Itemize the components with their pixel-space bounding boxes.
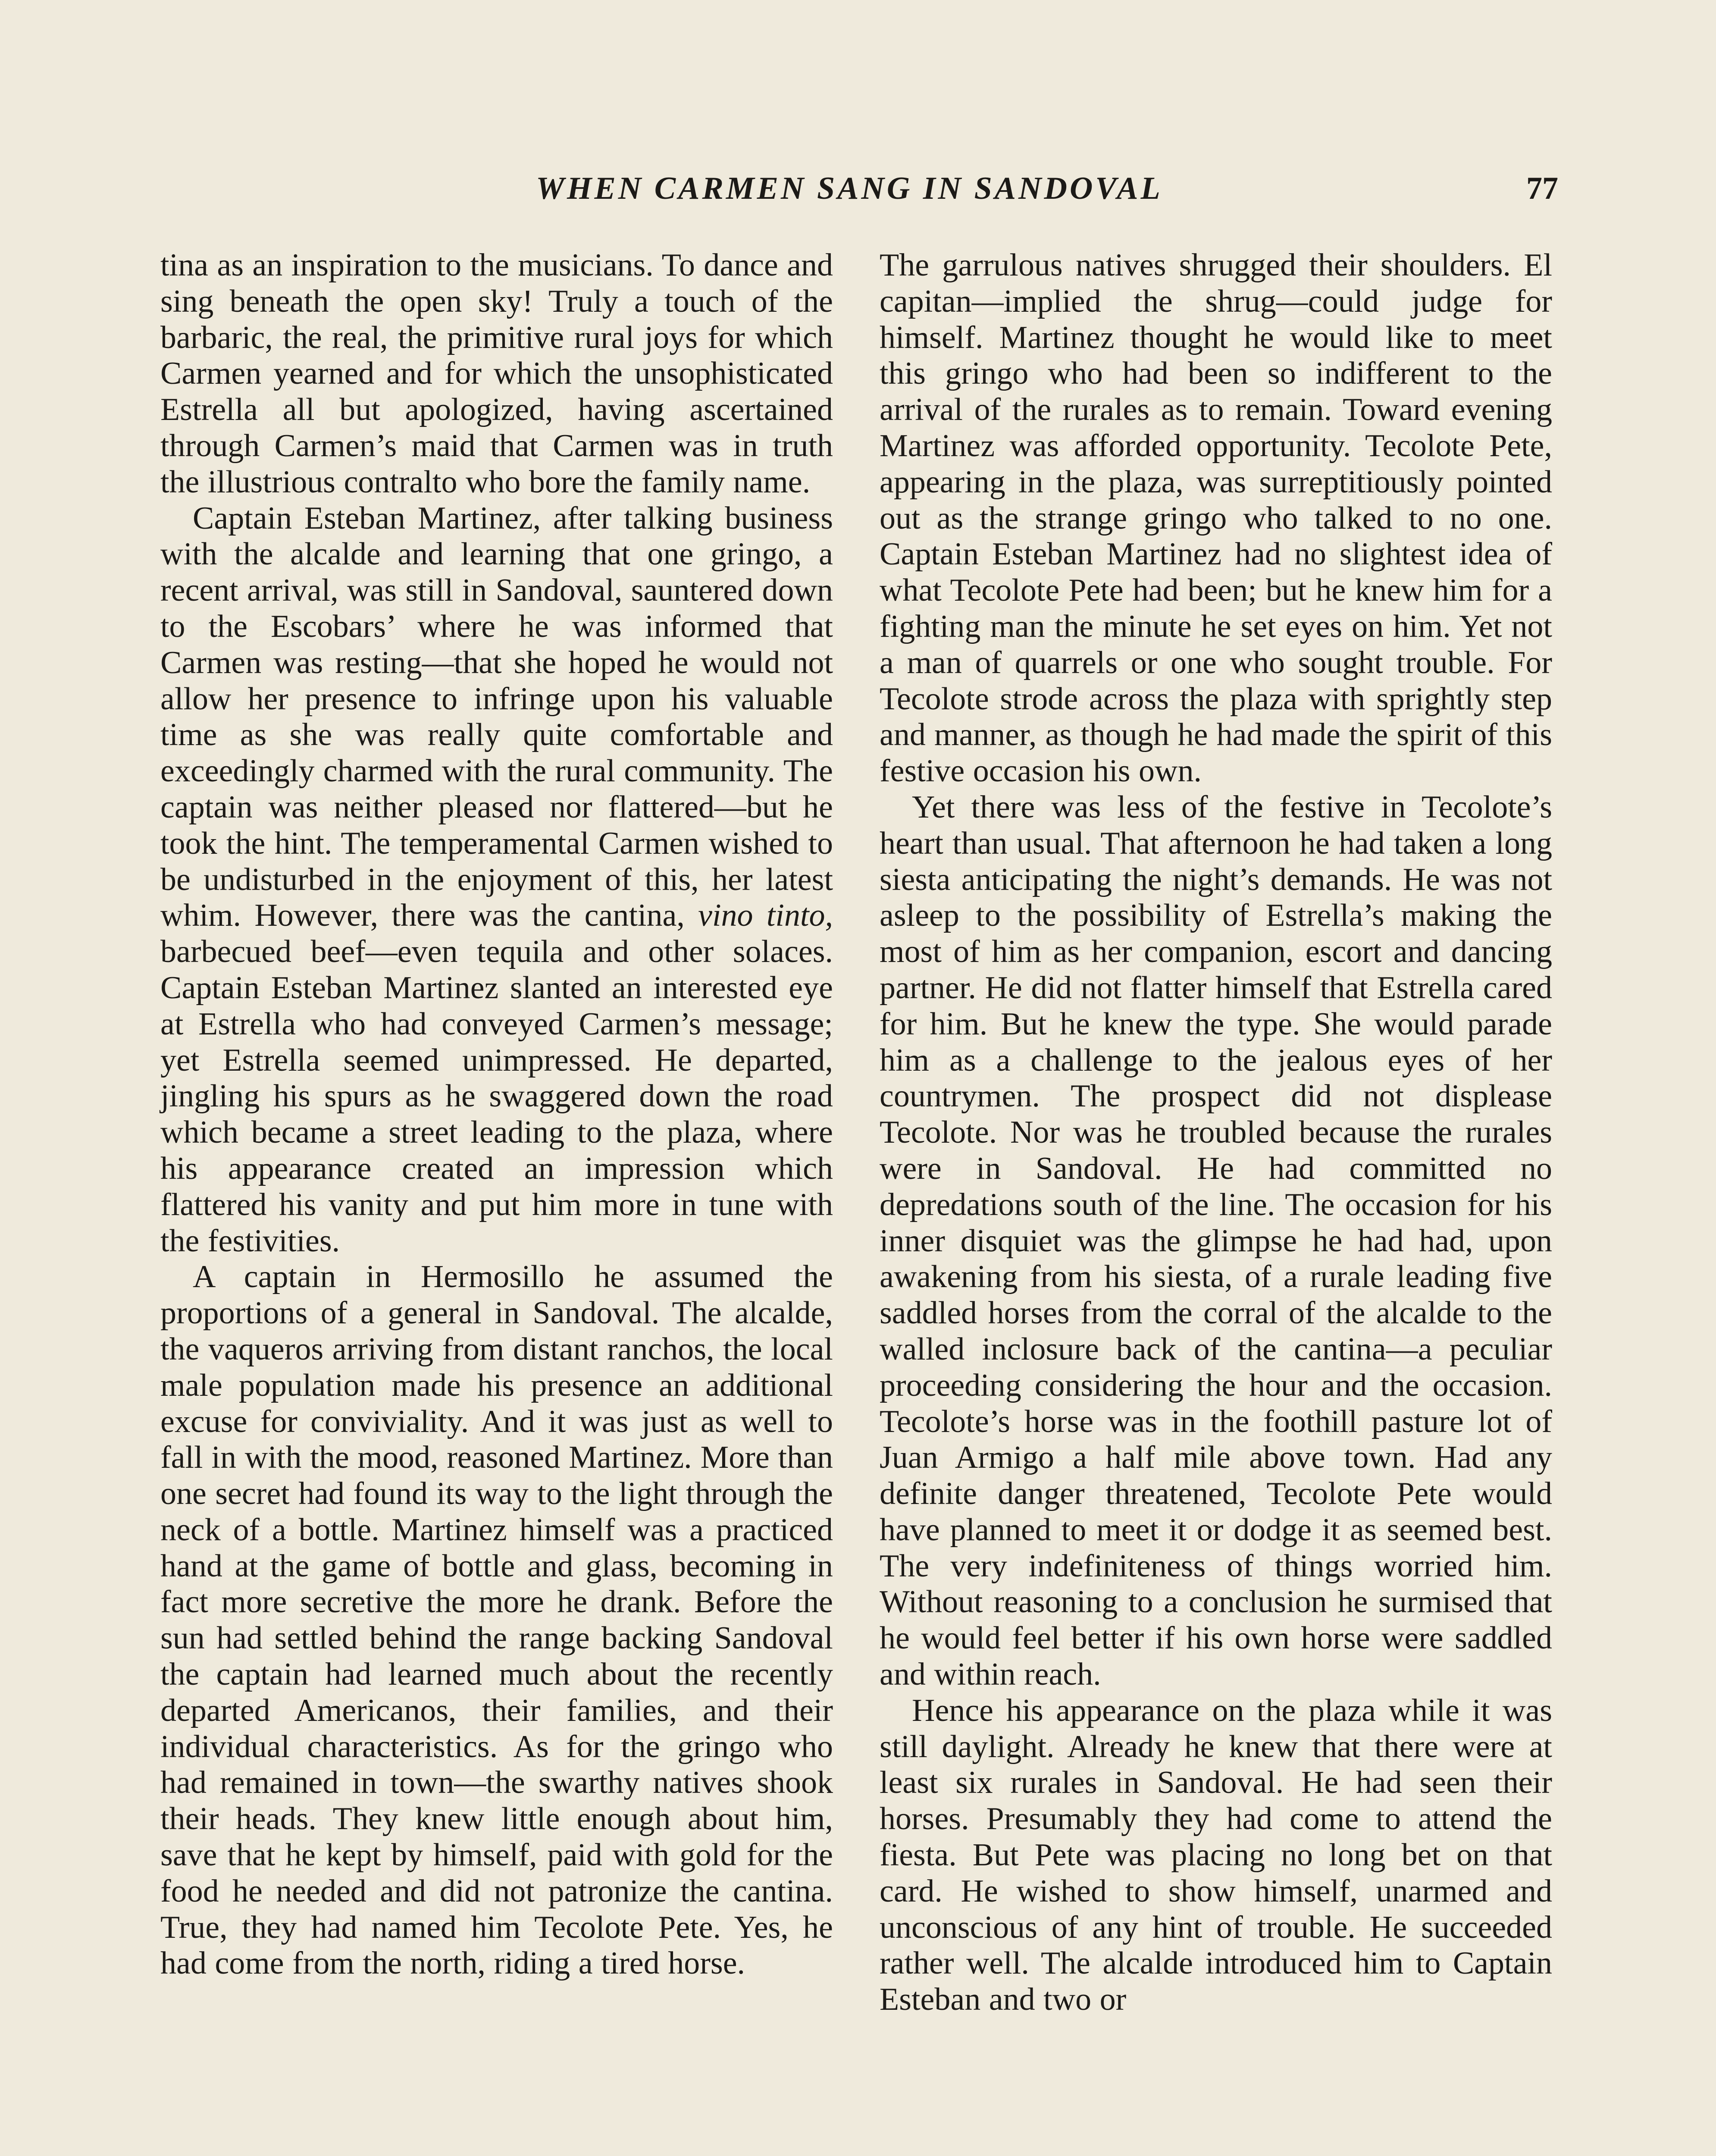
paragraph: tina as an inspiration to the musicians. To dance and sing beneath the open sky! Truly a touch of the barbaric, the real, the primitive rural joys for which Carmen yearned and for which the unsophisticated Estrella all but apologized, having ascertained through Carmen’s maid that Carmen was in truth the illustrious contralto who bore the family name. — [160, 248, 833, 500]
paragraph: The garrulous natives shrugged their shoulders. El capitan—implied the shrug—could judge for himself. Martinez thought he would like to meet this gringo who had been so indifferent to the arrival of the rurales as to remain. Toward evening Martinez was afforded opportunity. Tecolote Pete, appearing in the plaza, was surreptitiously pointed out as the strange gringo who talked to no one. Captain Esteban Martinez had no slightest idea of what Tecolote Pete had been; but he knew him for a fighting man the minute he set eyes on him. Yet not a man of quarrels or one who sought trouble. For Tecolote strode across the plaza with sprightly step and manner, as though he had made the spirit of this festive occasion his own. — [880, 248, 1552, 789]
paragraph: A captain in Hermosillo he assumed the proportions of a general in Sandoval. The alcalde, the vaqueros arriving from distant ranchos, the local male population made his presence an additional excuse for conviviality. And it was just as well to fall in with the mood, reasoned Martinez. More than one secret had found its way to the light through the neck of a bottle. Martinez himself was a practiced hand at the game of bottle and glass, becoming in fact more secretive the more he drank. Before the sun had settled behind the range backing Sandoval the captain had learned much about the recently departed Americanos, their families, and their individual characteristics. As for the gringo who had remained in town—the swarthy natives shook their heads. They knew little enough about him, save that he kept by himself, paid with gold for the food he needed and did not patronize the cantina. True, they had named him Tecolote Pete. Yes, he had come from the north, riding a tired horse. — [160, 1259, 833, 1981]
text-run: barbecued beef—even tequila and other solaces. Captain Esteban Martinez slanted an interested eye at Estrella who had conveyed Carmen’s message; yet Estrella seemed unimpressed. He departed, jingling his spurs as he swaggered down the road which became a street leading to the plaza, where his appearance created an impression which flattered his vanity and put him more in tune with the festivities. — [160, 934, 833, 1259]
paragraph: Yet there was less of the festive in Tecolote’s heart than usual. That afternoon he had taken a long siesta anticipating the night’s demands. He was not asleep to the possibility of Estrella’s making the most of him as her companion, escort and dancing partner. He did not flatter himself that Estrella cared for him. But he knew the type. She would parade him as a challenge to the jealous eyes of her countrymen. The prospect did not displease Tecolote. Nor was he troubled because the rurales were in Sandoval. He had committed no depredations south of the line. The occasion for his inner disquiet was the glimpse he had had, upon awakening from his siesta, of a rurale leading five saddled horses from the corral of the alcalde to the walled inclosure back of the cantina—a peculiar proceeding considering the hour and the occasion. Tecolote’s horse was in the foothill pasture lot of Juan Armigo a half mile above town. Had any definite danger threatened, Tecolote Pete would have planned to meet it or dodge it as seemed best. The very indefiniteness of things worried him. Without reasoning to a conclusion he surmised that he would feel better if his own horse were saddled and within reach. — [880, 789, 1552, 1692]
right-column — [880, 248, 1552, 2018]
page-number: 77 — [1526, 171, 1558, 206]
paragraph — [160, 501, 833, 1260]
italic-phrase: vino tinto, — [698, 898, 833, 934]
left-column — [160, 248, 833, 1982]
paragraph: Hence his appearance on the plaza while it was still daylight. Already he knew that there were at least six rurales in Sandoval. He had seen their horses. Presumably they had come to attend the fiesta. But Pete was placing no long bet on that card. He wished to show himself, unarmed and unconscious of any hint of trouble. He succeeded rather well. The alcalde introduced him to Captain Esteban and two or — [880, 1692, 1552, 2018]
running-title: WHEN CARMEN SANG IN SANDOVAL — [536, 171, 1163, 206]
text-run: Captain Esteban Martinez, after talking business with the alcalde and learning that one gringo, a recent arrival, was still in Sandoval, sauntered down to the Escobars’ where he was informed that Carmen was resting—that she hoped he would not allow her presence to infringe upon his valuable time as she was really quite comfortable and exceedingly charmed with the rural community. The captain was neither pleased nor flattered—but he took the hint. The temperamental Carmen wished to be undisturbed in the enjoyment of this, her latest whim. However, there was the cantina, — [160, 500, 833, 934]
